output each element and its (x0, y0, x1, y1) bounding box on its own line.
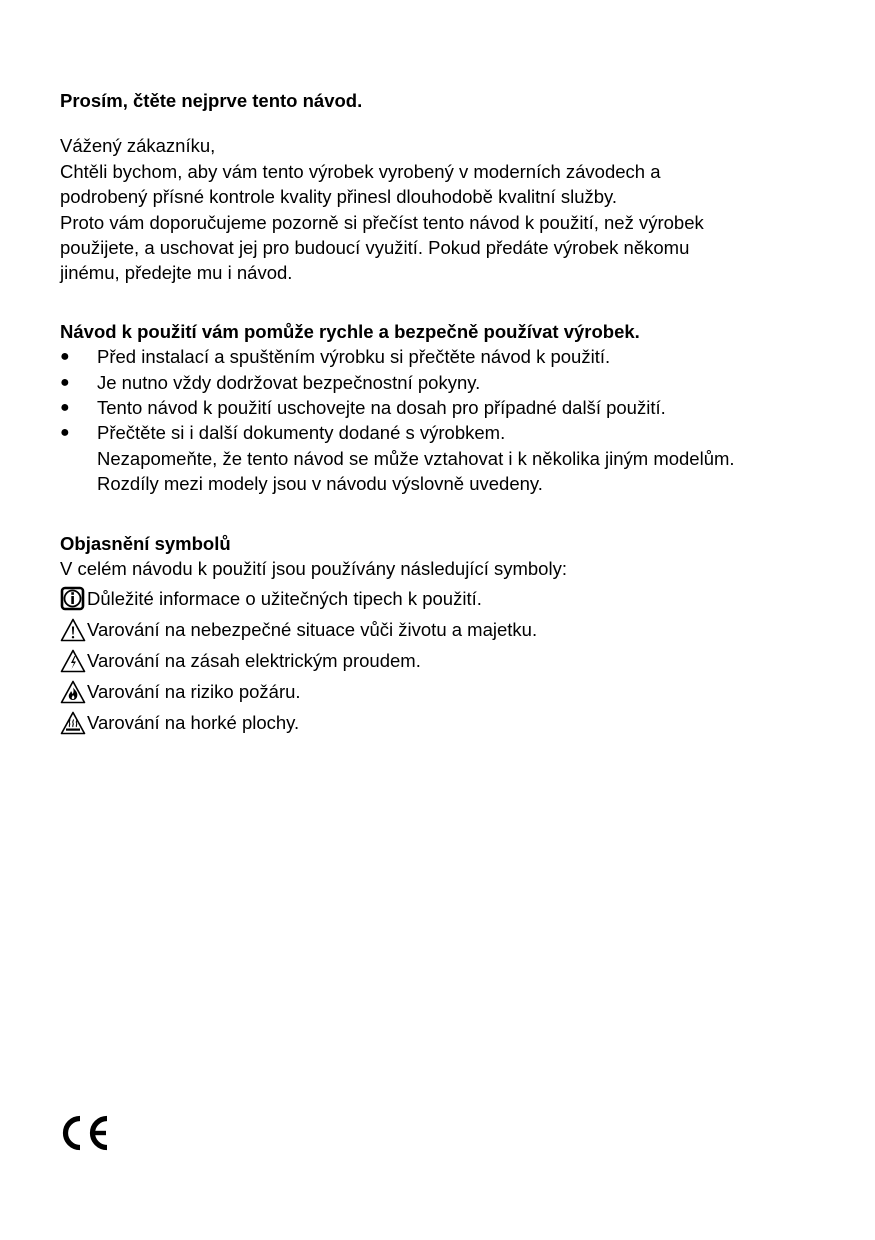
warning-icon (60, 617, 86, 643)
symbol-row-electric (60, 643, 840, 674)
list-item (60, 344, 840, 369)
bullet-icon: ● (60, 373, 70, 391)
bullet-icon: ● (60, 348, 70, 366)
symbols-heading: Objasnění symbolů (60, 532, 231, 554)
list-item (60, 420, 840, 445)
intro-text (60, 133, 840, 285)
ce-mark-icon (59, 1113, 111, 1153)
symbols-intro: V celém návodu k použití jsou používány následující symboly: (60, 558, 567, 580)
list-item-continuation (60, 471, 840, 496)
list-item-text: Nezapomeňte, že tento návod se může vztahovat i k několika jiným modelům. (97, 447, 735, 469)
symbol-description: Varování na riziko požáru. (87, 681, 301, 703)
hot-surface-icon (60, 710, 86, 736)
document-page (60, 88, 840, 736)
list-item (60, 370, 840, 395)
symbol-description: Varování na horké plochy. (87, 712, 300, 734)
symbol-description: Důležité informace o užitečných tipech k použití. (87, 588, 482, 610)
list-item-text: Je nutno vždy dodržovat bezpečnostní pokyny. (97, 371, 481, 393)
fire-hazard-icon (60, 679, 86, 705)
intro-line: podrobený přísné kontrole kvality přinesl dlouhodobě kvalitní služby. (60, 186, 618, 208)
list-item-text: Přečtěte si i další dokumenty dodané s výrobkem. (97, 422, 506, 444)
electric-shock-icon (60, 648, 86, 674)
list-item-text: Tento návod k použití uschovejte na dosah pro případné další použití. (97, 397, 666, 419)
symbol-row-info (60, 582, 840, 612)
symbol-row-hot (60, 705, 840, 736)
greeting: Vážený zákazníku, (60, 135, 216, 157)
usage-section (60, 319, 840, 497)
usage-bullet-list (60, 344, 840, 496)
intro-line: použijete, a uschovat jej pro budoucí využití. Pokud předáte výrobek někomu (60, 237, 690, 259)
list-item-continuation (60, 446, 840, 471)
symbol-description: Varování na nebezpečné situace vůči životu a majetku. (87, 619, 538, 641)
bullet-icon: ● (60, 399, 70, 417)
info-icon (60, 586, 86, 612)
intro-heading: Prosím, čtěte nejprve tento návod. (60, 90, 363, 111)
symbols-section (60, 531, 840, 736)
usage-heading: Návod k použití vám pomůže rychle a bezpečně používat výrobek. (60, 320, 640, 342)
intro-line: Chtěli bychom, aby vám tento výrobek vyrobený v moderních závodech a (60, 160, 661, 182)
intro-line: Proto vám doporučujeme pozorně si přečíst tento návod k použití, než výrobek (60, 211, 704, 233)
symbol-row-warning (60, 612, 840, 643)
list-item (60, 395, 840, 420)
list-item-text: Rozdíly mezi modely jsou v návodu výslovně uvedeny. (97, 473, 543, 495)
list-item-text: Před instalací a spuštěním výrobku si přečtěte návod k použití. (97, 346, 611, 368)
bullet-icon: ● (60, 424, 70, 442)
symbol-description: Varování na zásah elektrickým proudem. (87, 650, 421, 672)
intro-line: jinému, předejte mu i návod. (60, 262, 293, 284)
symbol-row-fire (60, 674, 840, 705)
